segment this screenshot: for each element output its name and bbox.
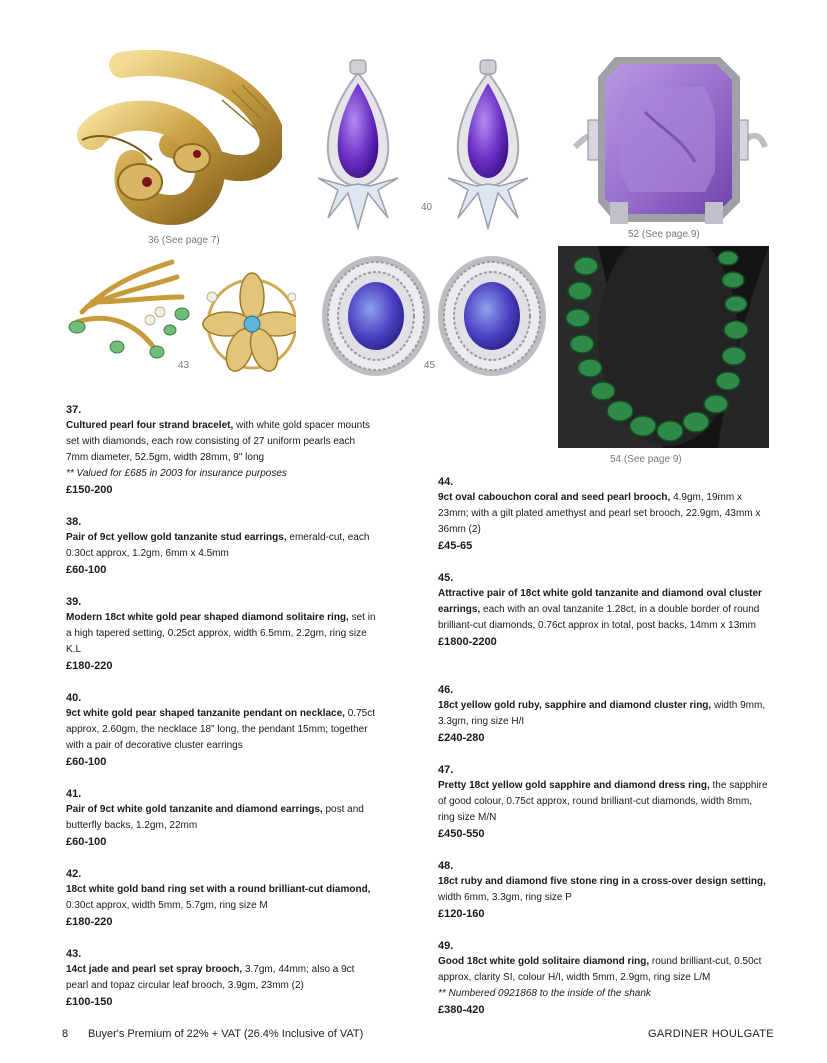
lot-estimate: £45-65 bbox=[438, 540, 473, 552]
lot-number: 38. bbox=[66, 516, 82, 528]
lot-estimate: £60-100 bbox=[66, 756, 107, 768]
lot-title: 18ct white gold band ring set with a round brilliant-cut diamond, bbox=[66, 884, 371, 895]
lot-number: 43. bbox=[66, 948, 82, 960]
lot-estimate: £240-280 bbox=[438, 732, 485, 744]
footer-buyers-premium: Buyer's Premium of 22% + VAT (26.4% Inclusive of VAT) bbox=[88, 1028, 364, 1040]
lot-title: Pair of 9ct white gold tanzanite and diamond earrings, bbox=[66, 804, 323, 815]
lot-title: Good 18ct white gold solitaire diamond ring, bbox=[438, 956, 650, 967]
lot-estimate: £1800-2200 bbox=[438, 636, 497, 648]
amethyst-ring-image bbox=[570, 52, 768, 230]
lot-description bbox=[438, 874, 768, 906]
lot-47 bbox=[438, 762, 768, 842]
caption-lot-43: 43 bbox=[178, 360, 190, 371]
lot-number: 47. bbox=[438, 764, 454, 776]
photo-lot-54[interactable] bbox=[558, 246, 769, 448]
lot-estimate: £120-160 bbox=[438, 908, 485, 920]
lot-body: post and butterfly backs, 1.2gm, 22mm bbox=[66, 804, 364, 831]
lot-estimate: £180-220 bbox=[66, 660, 113, 672]
lot-number: 37. bbox=[66, 404, 82, 416]
lot-number: 48. bbox=[438, 860, 454, 872]
lot-body: 0.75ct approx, 2.60gm, the necklace 18" long, the pendant 15mm; together with a pair of decorative cluster earrings bbox=[66, 708, 375, 751]
lot-estimate: £450-550 bbox=[438, 828, 485, 840]
photo-lot-36[interactable] bbox=[62, 50, 282, 235]
lot-description bbox=[66, 882, 378, 914]
lot-description bbox=[438, 698, 768, 730]
lot-41 bbox=[66, 786, 378, 850]
lot-description bbox=[66, 962, 378, 994]
lot-42 bbox=[66, 866, 378, 930]
lot-number: 46. bbox=[438, 684, 454, 696]
lot-number: 49. bbox=[438, 940, 454, 952]
lot-description bbox=[438, 778, 768, 826]
lot-body: width 6mm, 3.3gm, ring size P bbox=[438, 892, 572, 903]
lot-46 bbox=[438, 682, 768, 746]
lot-49 bbox=[438, 938, 768, 1018]
lot-body: the sapphire of good colour, 0.75ct approx, round brilliant-cut diamonds, width 8mm, ring size M/N bbox=[438, 780, 768, 823]
lot-description bbox=[66, 530, 378, 562]
lot-number: 45. bbox=[438, 572, 454, 584]
lot-title: 18ct ruby and diamond five stone ring in a cross-over design setting, bbox=[438, 876, 766, 887]
footer-page-number: 8 bbox=[62, 1028, 69, 1040]
lot-description bbox=[66, 706, 378, 754]
lot-body: width 9mm, 3.3gm, ring size H/I bbox=[438, 700, 766, 727]
lot-37 bbox=[66, 402, 378, 498]
lot-number: 44. bbox=[438, 476, 454, 488]
lot-body: 0.30ct approx, width 5mm, 5.7gm, ring size M bbox=[66, 900, 268, 911]
lot-44 bbox=[438, 474, 768, 554]
lot-number: 39. bbox=[66, 596, 82, 608]
lot-estimate: £60-100 bbox=[66, 564, 107, 576]
photo-lot-52[interactable] bbox=[570, 52, 768, 230]
lot-title: Pair of 9ct yellow gold tanzanite stud earrings, bbox=[66, 532, 287, 543]
caption-lot-52: 52 (See page 9) bbox=[628, 229, 700, 240]
lot-39 bbox=[66, 594, 378, 674]
caption-lot-36: 36 (See page 7) bbox=[148, 235, 220, 246]
lot-number: 41. bbox=[66, 788, 82, 800]
lot-body: 4.9gm, 19mm x 23mm; with a gilt plated amethyst and pearl set brooch, 22.9gm, 43mm x 36mm (2) bbox=[438, 492, 761, 535]
lot-body: each with an oval tanzanite 1.28ct, in a double border of round brilliant-cut diamonds, 0.76ct approx in total, post backs, 14mm x 13mm bbox=[438, 604, 760, 631]
lot-estimate: £380-420 bbox=[438, 1004, 485, 1016]
lot-title: 9ct oval cabouchon coral and seed pearl brooch, bbox=[438, 492, 671, 503]
lot-45 bbox=[438, 570, 768, 650]
lot-body: round brilliant-cut, 0.50ct approx, clarity SI, colour H/I, width 5mm, 2.9gm, ring size L/M bbox=[438, 956, 762, 983]
lot-body: with white gold spacer mounts set with diamonds, each row consisting of 27 uniform pearls each 7mm diameter, 52.5gm, width 28mm, 9" long bbox=[66, 420, 370, 463]
snake-ring-image bbox=[62, 50, 282, 235]
lot-body: emerald-cut, each 0.30ct approx, 1.2gm, 6mm x 4.5mm bbox=[66, 532, 370, 559]
lot-estimate: £60-100 bbox=[66, 836, 107, 848]
lot-note: ** Valued for £685 in 2003 for insurance purposes bbox=[66, 468, 287, 479]
lot-note: ** Numbered 0921868 to the inside of the shank bbox=[438, 988, 651, 999]
lot-estimate: £100-150 bbox=[66, 996, 113, 1008]
lot-body: 3.7gm, 44mm; also a 9ct pearl and topaz circular leaf brooch, 3.9gm, 23mm (2) bbox=[66, 964, 355, 991]
caption-lot-40: 40 bbox=[421, 202, 433, 213]
lot-number: 40. bbox=[66, 692, 82, 704]
lot-estimate: £150-200 bbox=[66, 484, 113, 496]
lot-38 bbox=[66, 514, 378, 578]
lot-description bbox=[438, 490, 768, 538]
lot-estimate: £180-220 bbox=[66, 916, 113, 928]
lot-48 bbox=[438, 858, 768, 922]
footer-brand: GARDINER HOULGATE bbox=[648, 1028, 774, 1040]
lot-description bbox=[66, 802, 378, 834]
lot-body: set in a high tapered setting, 0.25ct approx, width 6.5mm, 2.2gm, ring size K.L bbox=[66, 612, 376, 655]
lot-title: Attractive pair of 18ct white gold tanzanite and diamond oval cluster earrings, bbox=[438, 588, 762, 615]
lot-title: 9ct white gold pear shaped tanzanite pendant on necklace, bbox=[66, 708, 345, 719]
lot-description bbox=[438, 586, 768, 634]
lot-title: 18ct yellow gold ruby, sapphire and diamond cluster ring, bbox=[438, 700, 712, 711]
lot-title: 14ct jade and pearl set spray brooch, bbox=[66, 964, 243, 975]
lot-title: Pretty 18ct yellow gold sapphire and diamond dress ring, bbox=[438, 780, 710, 791]
lot-description bbox=[66, 610, 378, 658]
emerald-necklace-image bbox=[558, 246, 769, 448]
lot-description bbox=[66, 418, 378, 466]
lot-40 bbox=[66, 690, 378, 770]
lot-number: 42. bbox=[66, 868, 82, 880]
lot-title: Cultured pearl four strand bracelet, bbox=[66, 420, 234, 431]
lot-43 bbox=[66, 946, 378, 1010]
caption-lot-45: 45 bbox=[424, 360, 436, 371]
lot-title: Modern 18ct white gold pear shaped diamond solitaire ring, bbox=[66, 612, 349, 623]
caption-lot-54: 54 (See page 9) bbox=[610, 454, 682, 465]
lot-description bbox=[438, 954, 768, 986]
